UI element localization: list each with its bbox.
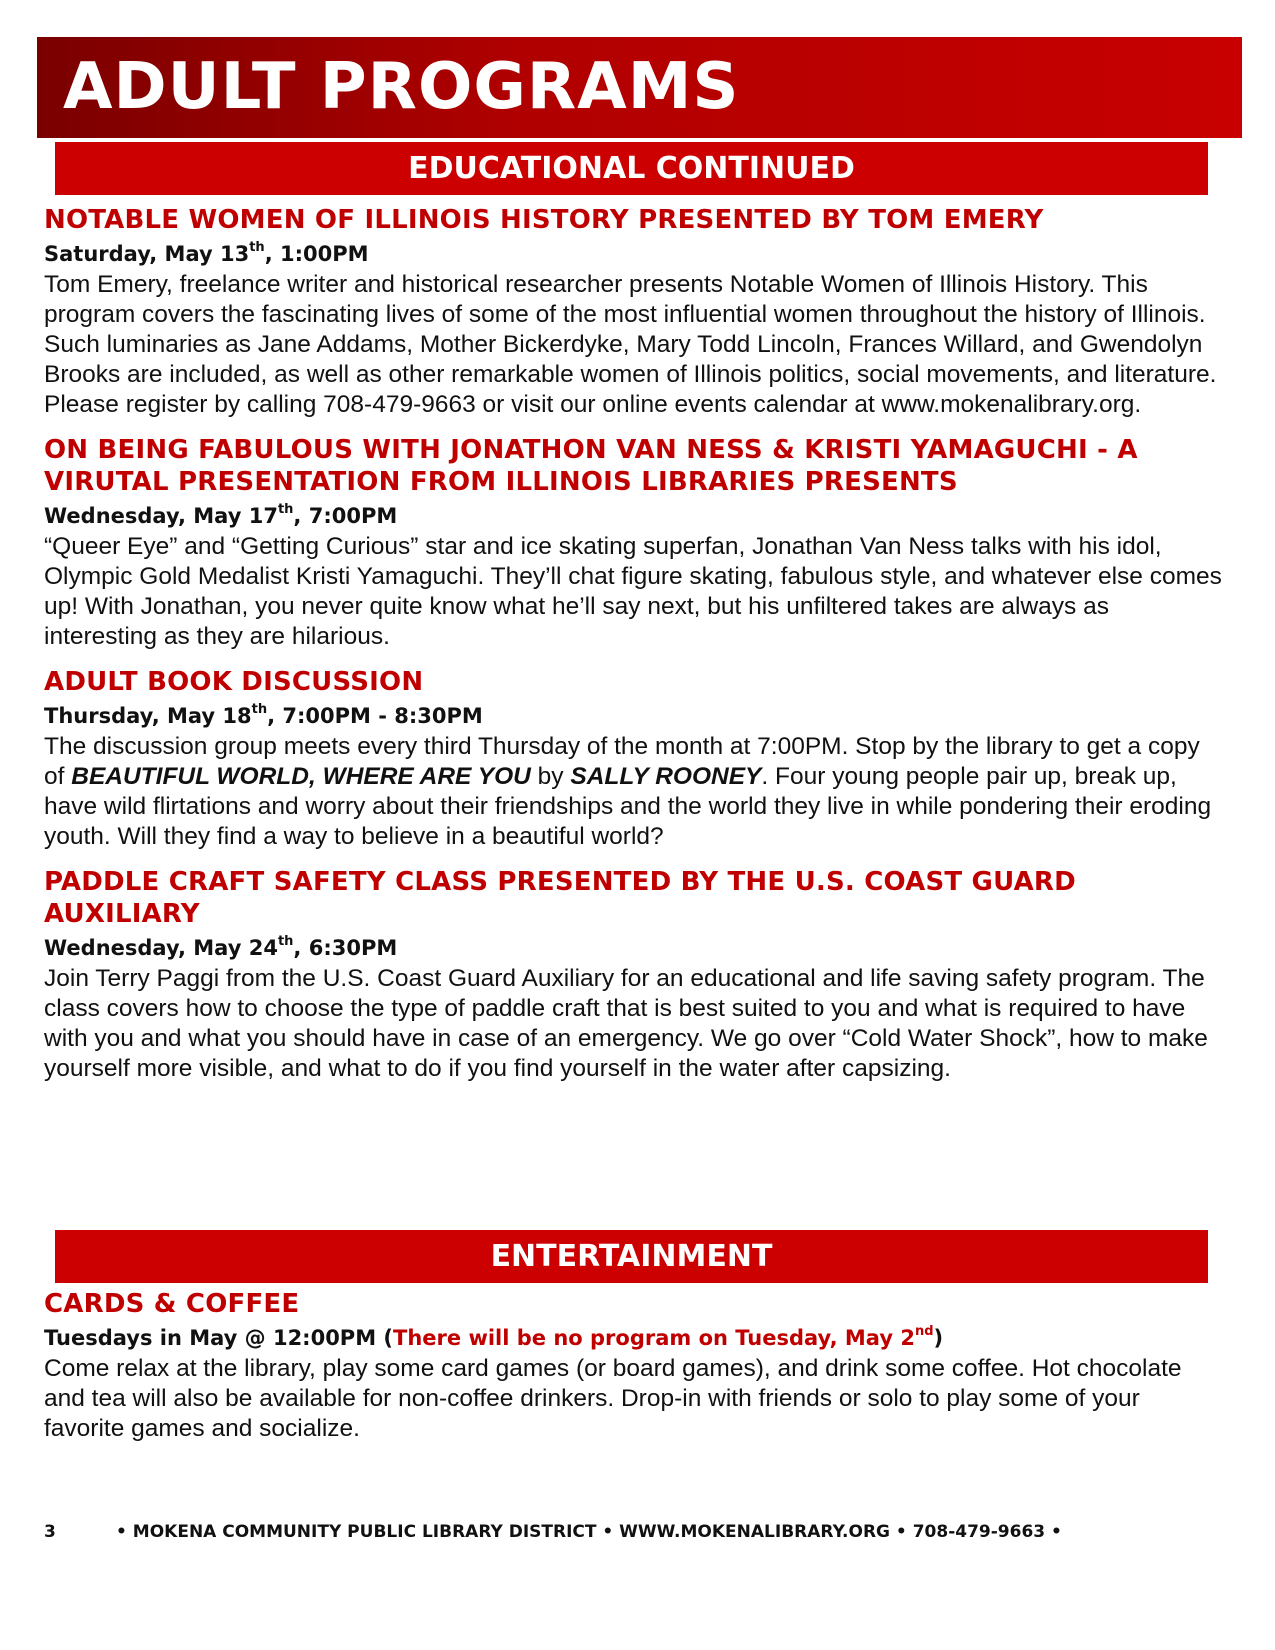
program-date: Wednesday, May 24th, 6:30PM (44, 934, 398, 960)
page-banner (37, 37, 1242, 138)
page-number: 3 (44, 1522, 56, 1542)
program-title: CARDS & COFFEE (44, 1289, 300, 1319)
educational-programs (44, 204, 1224, 1084)
page-title: ADULT PROGRAMS (63, 50, 740, 124)
program-date: Wednesday, May 17th, 7:00PM (44, 502, 398, 528)
program-description: “Queer Eye” and “Getting Curious” star and ice skating superfan, Jonathan Van Ness talks with his idol, Olympic Gold Medalist Kristi Yamaguchi. They’ll chat figure skating, fabulous style, and whatever else comes up! With Jonathan, you never quite know what he’ll say next, but his unfiltered takes are always as interesting as they are hilarious. (44, 533, 1222, 650)
program-note: There will be no program on Tuesday, May 2 (393, 1326, 915, 1350)
section-heading-educational: EDUCATIONAL CONTINUED (55, 142, 1208, 195)
program-description: Tom Emery, freelance writer and historical researcher presents Notable Women of Illinois History. This program covers the fascinating lives of some of the most influential women throughout the history of Illinois. Such luminaries as Jane Addams, Mother Bickerdyke, Mary Todd Lincoln, Frances Willard, and Gwendolyn Brooks are included, as well as other remarkable women of Illinois politics, social movements, and literature. (44, 271, 1217, 388)
program-registration: Please register by calling 708-479-9663 or visit our online events calendar at www.mokenalibrary.org. (44, 391, 1142, 418)
footer-text: • MOKENA COMMUNITY PUBLIC LIBRARY DISTRICT • WWW.MOKENALIBRARY.ORG • 708-479-9663 • (116, 1522, 1062, 1542)
program-book-discussion (44, 666, 1224, 852)
program-on-being-fabulous (44, 434, 1224, 652)
program-description: The discussion group meets every third Thursday of the month at 7:00PM. Stop by the library to get a copy of BEAUTIFUL WORLD, WHERE ARE YOU by SALLY ROONEY. Four young people pair up, break up, have wild flirtations and worry about their friendships and the world they live in while pondering their eroding youth. Will they find a way to believe in a beautiful world? (44, 733, 1212, 850)
program-cards-coffee (44, 1288, 1224, 1444)
program-title: NOTABLE WOMEN OF ILLINOIS HISTORY PRESENTED BY TOM EMERY (44, 205, 1044, 235)
program-paddle-craft (44, 866, 1224, 1084)
program-date: Tuesdays in May @ 12:00PM (There will be no program on Tuesday, May 2nd) (44, 1324, 944, 1350)
program-notable-women (44, 204, 1224, 420)
program-date: Thursday, May 18th, 7:00PM - 8:30PM (44, 702, 483, 728)
entertainment-programs (44, 1288, 1224, 1444)
program-description: Join Terry Paggi from the U.S. Coast Guard Auxiliary for an educational and life saving safety program. The class covers how to choose the type of paddle craft that is best suited to you and what is required to have with you and what you should have in case of an emergency. We go over “Cold Water Shock”, how to make yourself more visible, and what to do if you find yourself in the water after capsizing. (44, 965, 1208, 1082)
program-title: ADULT BOOK DISCUSSION (44, 667, 424, 697)
section-heading-entertainment: ENTERTAINMENT (55, 1230, 1208, 1283)
program-title: PADDLE CRAFT SAFETY CLASS PRESENTED BY THE U.S. COAST GUARD AUXILIARY (44, 867, 1076, 929)
page-footer (44, 1522, 1224, 1542)
program-date: Saturday, May 13th, 1:00PM (44, 240, 369, 266)
program-description: Come relax at the library, play some card games (or board games), and drink some coffee. Hot chocolate and tea will also be available for non-coffee drinkers. Drop-in with friends or solo to play some of your favorite games and socialize. (44, 1355, 1182, 1442)
book-author: SALLY ROONEY (570, 763, 762, 790)
book-title: BEAUTIFUL WORLD, WHERE ARE YOU (71, 763, 531, 790)
program-title: ON BEING FABULOUS WITH JONATHON VAN NESS & KRISTI YAMAGUCHI - A VIRUTAL PRESENTATION FROM ILLINOIS LIBRARIES PRESENTS (44, 435, 1138, 497)
